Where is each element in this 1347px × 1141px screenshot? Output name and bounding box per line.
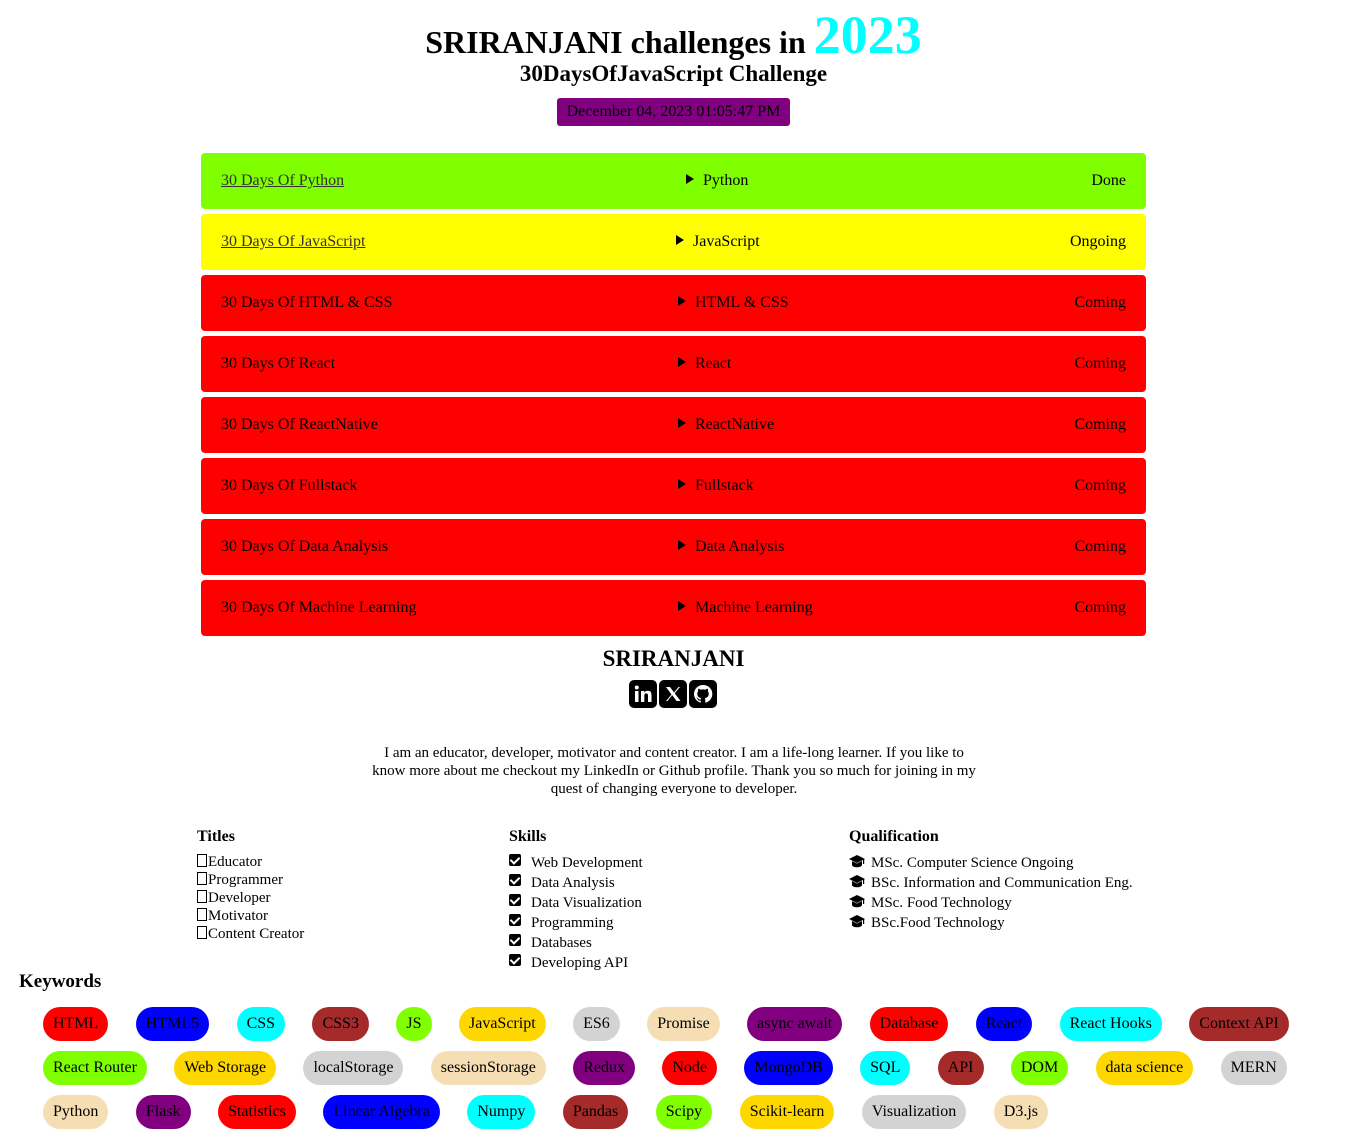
qualification-label: MSc. Computer Science Ongoing: [871, 855, 1074, 871]
author-bio: I am an educator, developer, motivator and content creator. I am a life-long learner. If you like to know more about me checkout my LinkedIn or Github profile. Thank you so much for joining in my quest of changing everyone to developer.: [372, 745, 976, 797]
title-item: [197, 907, 304, 925]
title-label: Motivator: [208, 908, 268, 924]
disclosure-triangle-icon: [678, 540, 686, 550]
page-title: [0, 0, 1347, 65]
missing-glyph-icon: [197, 872, 207, 885]
challenge-topic-toggle[interactable]: [678, 336, 731, 392]
keyword-chip: API: [938, 1051, 984, 1085]
skill-item: [509, 953, 643, 973]
skill-label: Web Development: [531, 855, 643, 871]
challenge-row: [201, 580, 1146, 636]
challenge-topic: Machine Learning: [695, 599, 813, 616]
datetime-badge: December 04, 2023 01:05:47 PM: [557, 98, 790, 126]
checkbox-checked-icon: [509, 854, 521, 866]
skill-label: Data Analysis: [531, 875, 615, 891]
title-item: [197, 889, 304, 907]
year-label: 2023: [813, 5, 922, 65]
disclosure-triangle-icon: [678, 601, 686, 611]
skill-item: [509, 913, 643, 933]
challenge-name[interactable]: 30 Days Of JavaScript: [221, 233, 366, 250]
checkbox-checked-icon: [509, 954, 521, 966]
keyword-chip: ES6: [573, 1007, 620, 1041]
challenge-topic: Data Analysis: [695, 538, 785, 555]
challenge-topic-toggle[interactable]: [678, 580, 813, 636]
qualification-item: [849, 853, 1133, 873]
keyword-chip: Promise: [647, 1007, 719, 1041]
keyword-chip: React: [976, 1007, 1032, 1041]
challenge-name: 30 Days Of HTML & CSS: [221, 294, 393, 311]
qualification-item: [849, 873, 1133, 893]
keyword-chip: CSS: [237, 1007, 285, 1041]
checkbox-checked-icon: [509, 894, 521, 906]
keyword-chip: DOM: [1011, 1051, 1068, 1085]
keyword-chip: MongoDB: [744, 1051, 832, 1085]
disclosure-triangle-icon: [678, 479, 686, 489]
missing-glyph-icon: [197, 854, 207, 867]
keyword-chip: Statistics: [218, 1095, 296, 1129]
keyword-chip: data science: [1096, 1051, 1194, 1085]
github-icon[interactable]: [689, 680, 717, 708]
qualification-heading: Qualification: [849, 828, 939, 845]
keyword-chip: SQL: [860, 1051, 910, 1085]
social-links: [629, 680, 719, 710]
skills-heading: Skills: [509, 828, 547, 845]
challenge-topic-toggle[interactable]: [678, 275, 789, 331]
keywords-heading: Keywords: [19, 971, 102, 992]
qualification-label: BSc. Information and Communication Eng.: [871, 875, 1133, 891]
skill-label: Developing API: [531, 955, 629, 971]
graduation-cap-icon: [849, 894, 865, 908]
keyword-chip: sessionStorage: [431, 1051, 546, 1085]
qualification-item: [849, 913, 1133, 933]
disclosure-triangle-icon: [678, 357, 686, 367]
challenge-status: Coming: [1074, 294, 1126, 311]
challenge-name: 30 Days Of Machine Learning: [221, 599, 417, 616]
challenge-name[interactable]: 30 Days Of Python: [221, 172, 345, 189]
keyword-chip: localStorage: [303, 1051, 403, 1085]
keyword-chip: CSS3: [312, 1007, 368, 1041]
qualification-label: BSc.Food Technology: [871, 915, 1005, 931]
challenge-name: 30 Days Of Data Analysis: [221, 538, 389, 555]
title-label: Educator: [208, 854, 263, 870]
title-label: Developer: [208, 890, 271, 906]
keyword-chip: Numpy: [467, 1095, 535, 1129]
missing-glyph-icon: [197, 890, 207, 903]
keyword-chip: Node: [662, 1051, 717, 1085]
challenge-topic: HTML & CSS: [695, 294, 789, 311]
challenge-topic-toggle[interactable]: [686, 153, 748, 209]
keyword-chip: Python: [43, 1095, 108, 1129]
keyword-chip: MERN: [1221, 1051, 1287, 1085]
challenge-topic: ReactNative: [695, 416, 775, 433]
skill-item: [509, 873, 643, 893]
challenge-row: [201, 519, 1146, 575]
skill-item: [509, 853, 643, 873]
disclosure-triangle-icon: [676, 235, 684, 245]
title-item: [197, 853, 304, 871]
keyword-chip: Scikit-learn: [740, 1095, 835, 1129]
titles-section: [197, 827, 304, 943]
disclosure-triangle-icon: [686, 174, 694, 184]
skill-item: [509, 933, 643, 953]
keyword-chip: HTML: [43, 1007, 108, 1041]
title-item: [197, 871, 304, 889]
qualification-item: [849, 893, 1133, 913]
challenge-topic-toggle[interactable]: [676, 214, 760, 270]
title-label: Content Creator: [208, 926, 305, 942]
linkedin-icon[interactable]: [629, 680, 657, 708]
graduation-cap-icon: [849, 914, 865, 928]
skill-label: Data Visualization: [531, 895, 642, 911]
page-subtitle: 30DaysOfJavaScript Challenge: [519, 61, 828, 86]
skill-item: [509, 893, 643, 913]
title-label: Programmer: [208, 872, 283, 888]
challenge-status: Coming: [1074, 355, 1126, 372]
challenge-status: Coming: [1074, 599, 1126, 616]
challenge-name: 30 Days Of React: [221, 355, 336, 372]
challenge-status: Coming: [1074, 477, 1126, 494]
author-name: SRIRANJANI: [602, 646, 745, 671]
skill-label: Databases: [531, 935, 592, 951]
keyword-chip: HTML5: [136, 1007, 209, 1041]
qualification-section: [849, 827, 1133, 933]
titles-heading: Titles: [197, 828, 235, 845]
checkbox-checked-icon: [509, 874, 521, 886]
challenge-status: Done: [1091, 172, 1126, 189]
keyword-row: [43, 1095, 1048, 1131]
qualification-label: MSc. Food Technology: [871, 895, 1012, 911]
disclosure-triangle-icon: [678, 296, 686, 306]
keyword-row: [43, 1007, 1289, 1043]
challenge-name: 30 Days Of ReactNative: [221, 416, 378, 433]
challenge-topic-toggle[interactable]: [678, 397, 774, 453]
keyword-chip: Visualization: [862, 1095, 966, 1129]
x-twitter-icon[interactable]: [659, 680, 687, 708]
challenge-row: [201, 153, 1146, 209]
keyword-chip: async await: [747, 1007, 842, 1041]
challenge-name: 30 Days Of Fullstack: [221, 477, 358, 494]
challenge-topic-toggle[interactable]: [678, 519, 784, 575]
title-text: SRIRANJANI challenges in: [425, 24, 814, 60]
keyword-chip: Redux: [573, 1051, 635, 1085]
graduation-cap-icon: [849, 854, 865, 868]
challenge-status: Coming: [1074, 538, 1126, 555]
challenge-topic: Python: [703, 172, 749, 189]
challenge-status: Coming: [1074, 416, 1126, 433]
keyword-chip: Scipy: [656, 1095, 712, 1129]
keyword-chip: Flask: [136, 1095, 191, 1129]
keyword-chip: React Hooks: [1060, 1007, 1162, 1041]
challenge-topic: JavaScript: [693, 233, 760, 250]
checkbox-checked-icon: [509, 934, 521, 946]
keyword-chip: JavaScript: [459, 1007, 546, 1041]
challenge-row: [201, 275, 1146, 331]
keyword-chip: Pandas: [563, 1095, 628, 1129]
challenge-row: [201, 458, 1146, 514]
challenge-row: [201, 336, 1146, 392]
challenge-status: Ongoing: [1070, 233, 1126, 250]
keyword-chip: JS: [396, 1007, 431, 1041]
keyword-chip: React Router: [43, 1051, 147, 1085]
missing-glyph-icon: [197, 908, 207, 921]
challenge-row: [201, 214, 1146, 270]
checkbox-checked-icon: [509, 914, 521, 926]
keyword-chip: Web Storage: [174, 1051, 276, 1085]
challenge-row: [201, 397, 1146, 453]
disclosure-triangle-icon: [678, 418, 686, 428]
keyword-chip: D3.js: [994, 1095, 1048, 1129]
title-item: [197, 925, 304, 943]
challenge-topic: React: [695, 355, 732, 372]
graduation-cap-icon: [849, 874, 865, 888]
challenge-list: [201, 153, 1146, 641]
challenge-topic-toggle[interactable]: [678, 458, 754, 514]
keyword-row: [43, 1051, 1287, 1087]
keyword-chip: Linear Algebra: [323, 1095, 439, 1129]
keyword-chip: Context API: [1189, 1007, 1289, 1041]
keyword-chips: [43, 1007, 1333, 1139]
keyword-chip: Database: [870, 1007, 949, 1041]
missing-glyph-icon: [197, 926, 207, 939]
skills-section: [509, 827, 643, 973]
skill-label: Programming: [531, 915, 614, 931]
challenge-topic: Fullstack: [695, 477, 754, 494]
